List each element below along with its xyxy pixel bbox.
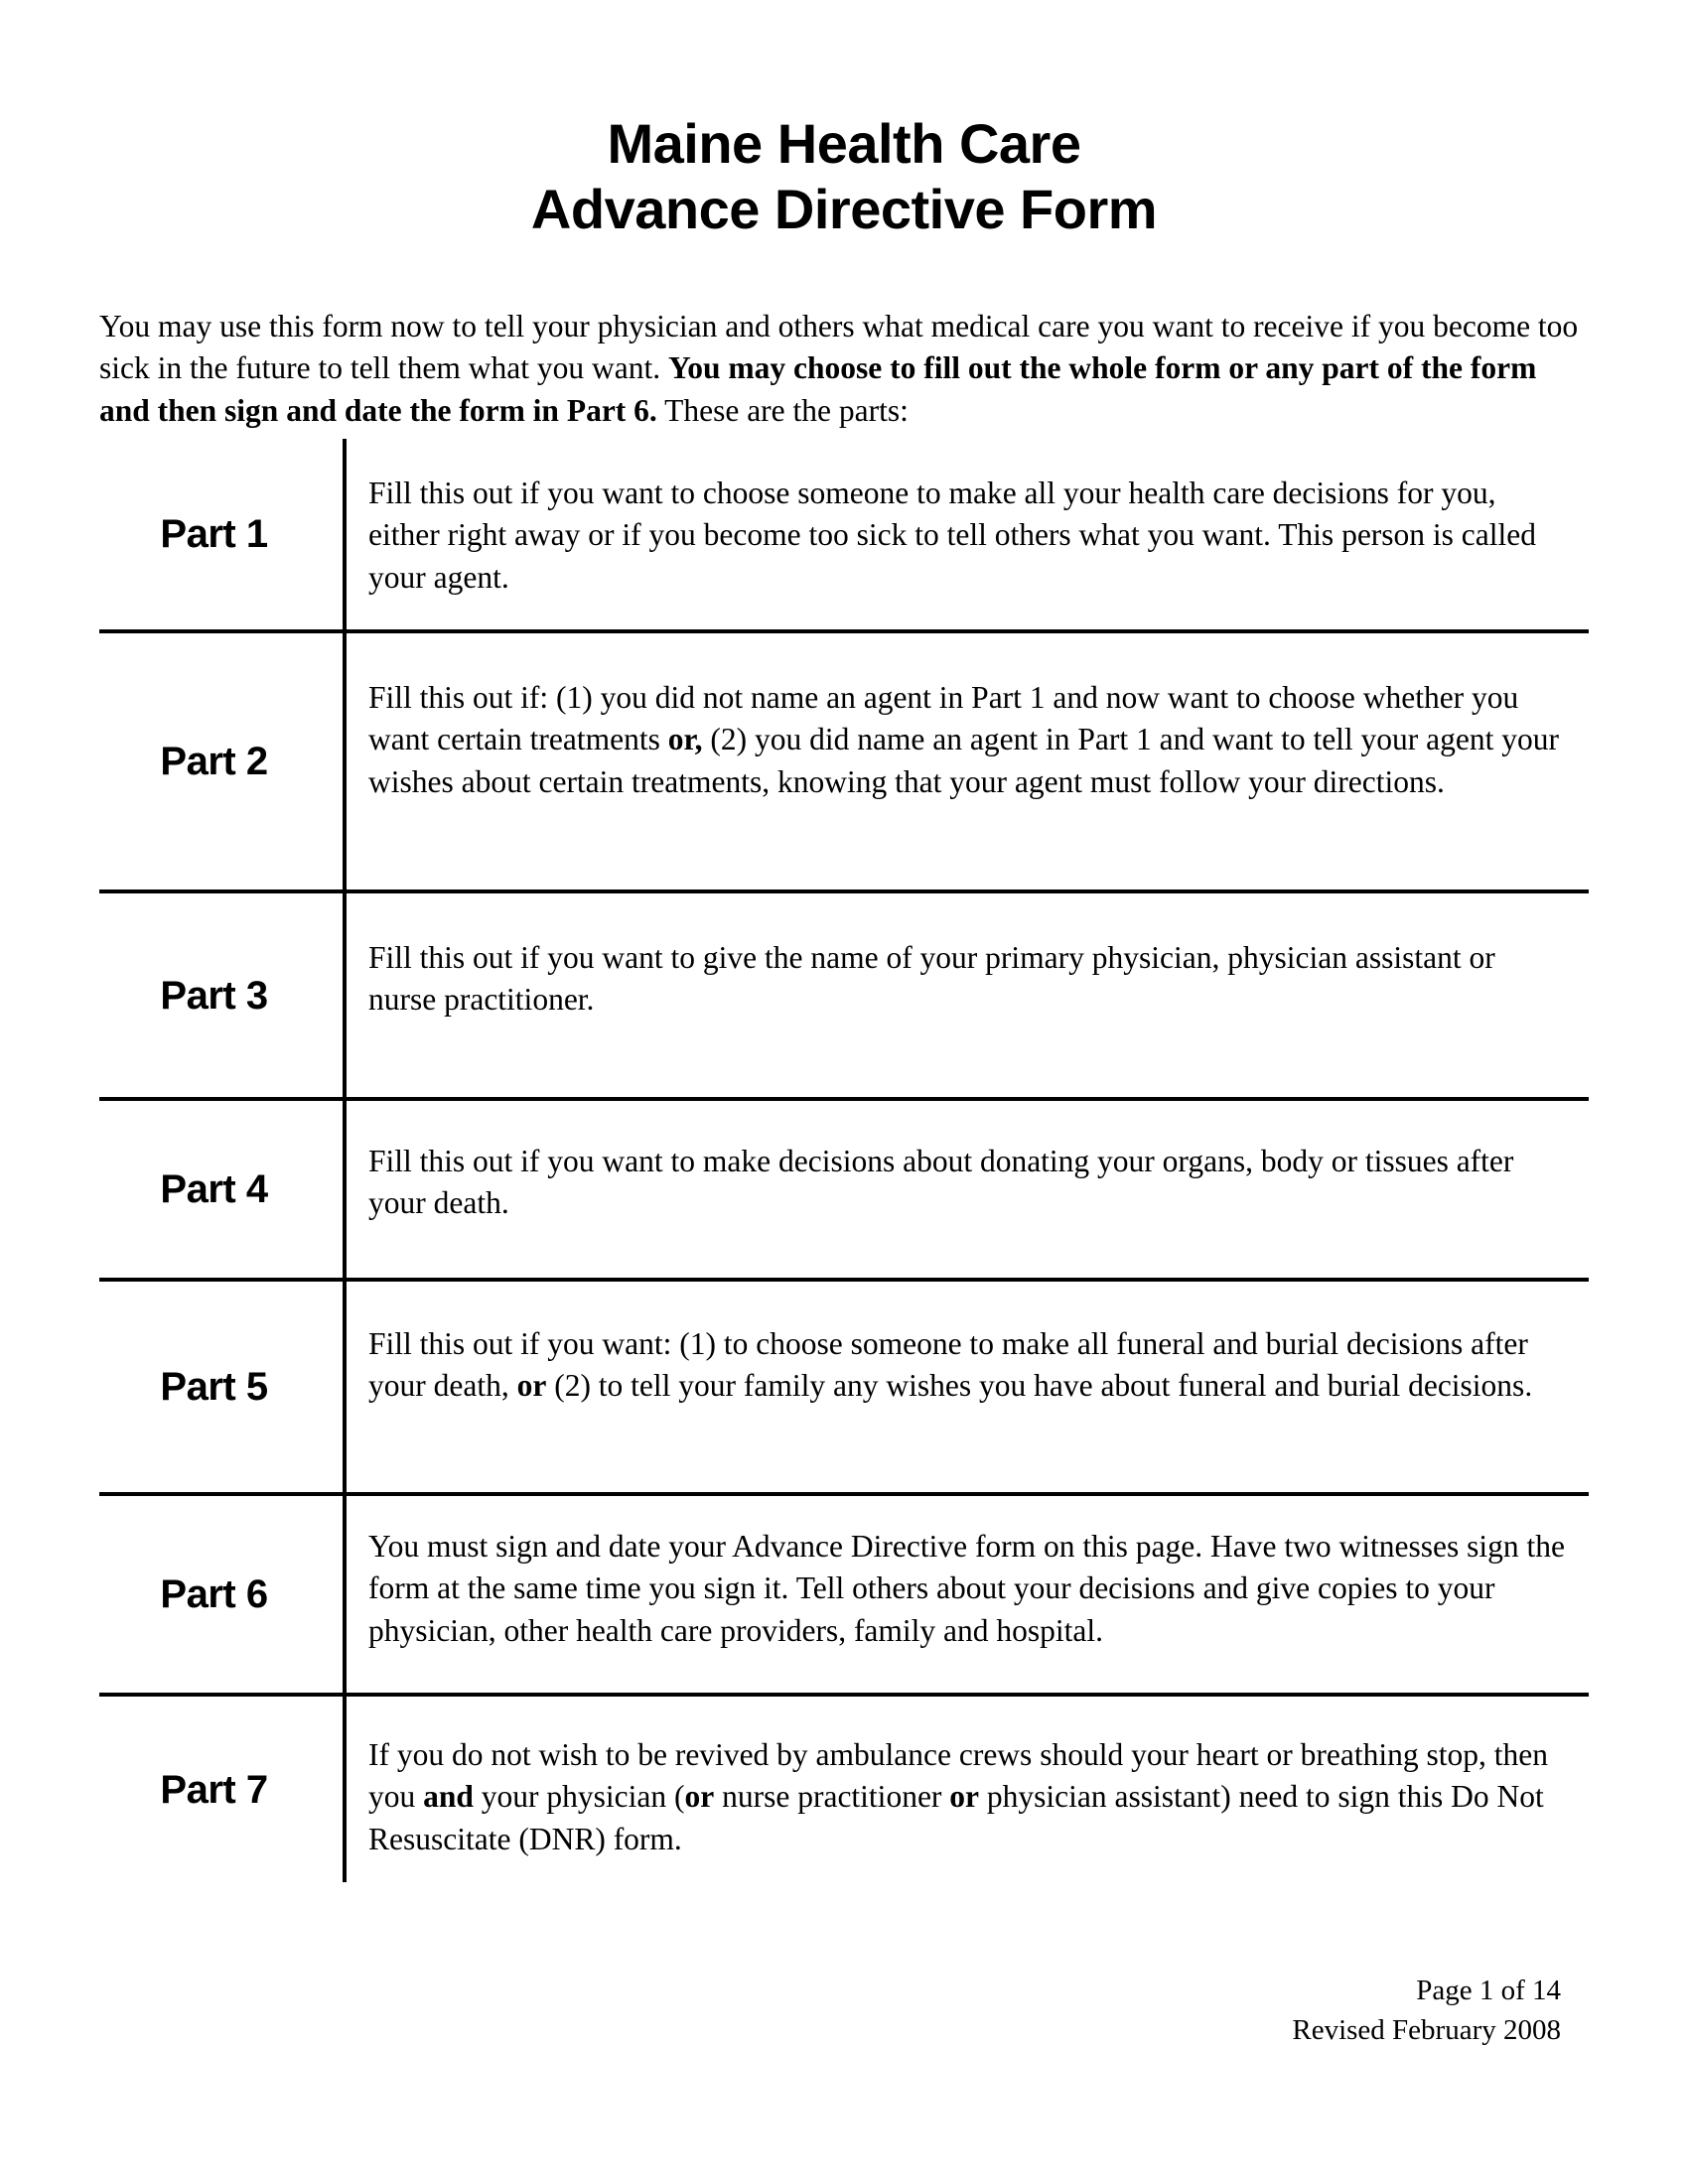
part-description-text: (2) you did name an agent in Part 1 and want to tell your agent your wishes about certain treatments, knowing that your agent must follow your directions. xyxy=(368,722,1559,799)
table-row xyxy=(99,1282,1589,1496)
intro-text-1: You may use this form now to tell your physician and others what medical care you want to receive if you become too sick in the future to tell them what you want. xyxy=(99,309,1579,386)
footer-revision-date: Revised February 2008 xyxy=(1292,2014,1561,2047)
part-description-emphasis: or xyxy=(949,1779,980,1815)
part-description-cell xyxy=(343,893,1589,1097)
page-title xyxy=(0,0,1688,241)
part-description-text: Fill this out if you want to make decisions about donating your organs, body or tissues after your death. xyxy=(368,1144,1514,1221)
part-label-cell xyxy=(99,1282,343,1492)
parts-table xyxy=(99,439,1589,1882)
part-description-cell xyxy=(343,439,1589,629)
footer-page-number: Page 1 of 14 xyxy=(1416,1975,1561,2006)
table-row xyxy=(99,1496,1589,1697)
part-label-cell xyxy=(99,893,343,1097)
part-description xyxy=(368,677,1567,803)
part-description-emphasis: or xyxy=(684,1779,715,1815)
part-description-text: Fill this out if: (1) you did not name an agent in Part 1 and now want to choose whether you want certain treatments xyxy=(368,680,1519,757)
part-description-cell xyxy=(343,1101,1589,1278)
part-label-cell xyxy=(99,1101,343,1278)
title-line-2: Advance Directive Form xyxy=(530,177,1158,240)
part-description-emphasis: or, xyxy=(667,722,703,757)
part-description-emphasis: or xyxy=(516,1368,547,1404)
part-label: Part 4 xyxy=(160,1167,268,1211)
part-description-text: Fill this out if you want to give the name of your primary physician, physician assistant or nurse practitioner. xyxy=(368,940,1495,1018)
part-label-cell xyxy=(99,439,343,629)
part-label-cell xyxy=(99,633,343,889)
part-description-cell xyxy=(343,1282,1589,1492)
part-description xyxy=(368,1323,1567,1408)
part-label: Part 3 xyxy=(160,973,268,1018)
part-label: Part 7 xyxy=(160,1767,268,1812)
part-description xyxy=(368,1526,1567,1652)
intro-text-2: These are the parts: xyxy=(656,392,909,428)
part-description-text: nurse practitioner xyxy=(714,1779,950,1815)
part-description-cell xyxy=(343,633,1589,889)
part-label: Part 5 xyxy=(160,1365,268,1409)
table-row xyxy=(99,439,1589,633)
part-description-text: You must sign and date your Advance Directive form on this page. Have two witnesses sign the form at the same time you sign it. Tell others about your decisions and give copies to your physician, other health care providers, family and hospital. xyxy=(368,1529,1565,1648)
part-description-text: your physician ( xyxy=(473,1779,685,1815)
table-row xyxy=(99,1697,1589,1882)
part-label: Part 2 xyxy=(160,740,268,783)
table-row xyxy=(99,633,1589,893)
part-label: Part 6 xyxy=(160,1572,268,1616)
intro-paragraph xyxy=(99,306,1589,432)
part-description-cell xyxy=(343,1697,1589,1882)
title-line-1: Maine Health Care xyxy=(607,112,1081,175)
part-description xyxy=(368,1141,1567,1225)
part-label-cell xyxy=(99,1496,343,1693)
part-description-text: physician assistant) need to sign this Do Not Resuscitate (DNR) form. xyxy=(368,1779,1544,1856)
part-description-text: Fill this out if you want: (1) to choose someone to make all funeral and burial decisions after your death, xyxy=(368,1326,1528,1404)
part-description xyxy=(368,473,1567,599)
part-description-text: If you do not wish to be revived by ambulance crews should your heart or breathing stop, then you xyxy=(368,1737,1548,1815)
part-label: Part 1 xyxy=(160,512,268,556)
part-description-text: (2) to tell your family any wishes you have about funeral and burial decisions. xyxy=(546,1368,1533,1404)
page-footer xyxy=(1292,1971,1561,2050)
part-label-cell xyxy=(99,1697,343,1882)
part-description-cell xyxy=(343,1496,1589,1693)
part-description xyxy=(368,937,1567,1022)
part-description-emphasis: and xyxy=(423,1779,474,1815)
intro-bold-1: You may choose to fill out the whole form or any part of the form and then sign and date the form in Part 6. xyxy=(99,350,1537,428)
table-row xyxy=(99,893,1589,1101)
part-description-text: Fill this out if you want to choose someone to make all your health care decisions for you, either right away or if you become too sick to tell others what you want. This person is called your agent. xyxy=(368,476,1537,595)
table-row xyxy=(99,1101,1589,1282)
part-description xyxy=(368,1734,1567,1860)
